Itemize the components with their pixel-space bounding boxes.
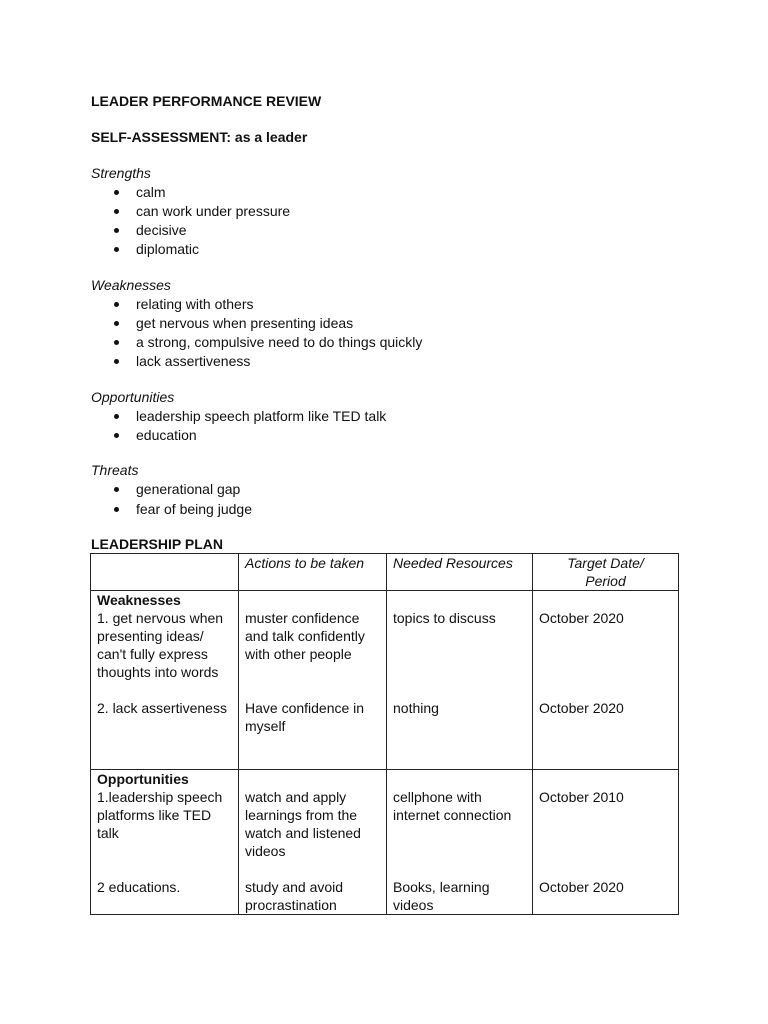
- table-row: [91, 591, 679, 770]
- list-item: a strong, compulsive need to do things quickly: [136, 334, 423, 350]
- table-header-row: [91, 554, 679, 591]
- group-title-weaknesses: Weaknesses: [97, 592, 181, 608]
- table-cell: [387, 770, 533, 915]
- list-item: leadership speech platform like TED talk: [136, 408, 387, 424]
- bullet-dot: [114, 302, 119, 307]
- plan-action: muster confidence and talk confidently with other people: [245, 610, 365, 662]
- header-cell: [239, 554, 387, 591]
- list-item: calm: [136, 184, 166, 200]
- weaknesses-label: Weaknesses: [91, 277, 171, 293]
- list-item: decisive: [136, 222, 187, 238]
- header-target-date: Target Date/ Period: [567, 555, 644, 589]
- table-row: [91, 770, 679, 915]
- list-item: lack assertiveness: [136, 353, 251, 369]
- list-item: can work under pressure: [136, 203, 291, 219]
- bullet-dot: [114, 209, 119, 214]
- header-cell: [91, 554, 239, 591]
- bullet-dot: [114, 433, 119, 438]
- bullet-dot: [114, 359, 119, 364]
- list-item: get nervous when presenting ideas: [136, 315, 354, 331]
- plan-date: October 2010: [539, 789, 624, 805]
- table-cell: [533, 591, 679, 770]
- leadership-plan-heading: LEADERSHIP PLAN: [91, 536, 223, 552]
- plan-item: 2. lack assertiveness: [97, 700, 227, 716]
- header-resources: Needed Resources: [393, 555, 513, 571]
- bullet-dot: [114, 487, 119, 492]
- bullet-dot: [114, 507, 119, 512]
- plan-date: October 2020: [539, 610, 624, 626]
- group-title-opportunities: Opportunities: [97, 771, 189, 787]
- table-cell: [91, 770, 239, 915]
- bullet-dot: [114, 321, 119, 326]
- list-item: generational gap: [136, 481, 241, 497]
- opportunities-label: Opportunities: [91, 389, 175, 405]
- bullet-dot: [114, 228, 119, 233]
- plan-action: watch and apply learnings from the watch and listened videos: [245, 789, 361, 859]
- plan-resource: nothing: [393, 700, 439, 716]
- plan-item: 1.leadership speech platforms like TED talk: [97, 789, 223, 841]
- plan-action: study and avoid procrastination: [245, 879, 344, 913]
- header-actions: Actions to be taken: [245, 555, 365, 571]
- table-cell: [239, 770, 387, 915]
- plan-resource: topics to discuss: [393, 610, 496, 626]
- plan-resource: Books, learning videos: [393, 879, 490, 913]
- list-item: relating with others: [136, 296, 254, 312]
- plan-item: 2 educations.: [97, 879, 181, 895]
- threats-label: Threats: [91, 462, 139, 478]
- plan-item: 1. get nervous when presenting ideas/ can't fully express thoughts into words: [97, 610, 224, 680]
- plan-date: October 2020: [539, 879, 624, 895]
- list-item: education: [136, 427, 197, 443]
- table-cell: [91, 591, 239, 770]
- bullet-dot: [114, 414, 119, 419]
- document-title: LEADER PERFORMANCE REVIEW: [91, 93, 322, 109]
- plan-date: October 2020: [539, 700, 624, 716]
- list-item: diplomatic: [136, 241, 200, 257]
- table-cell: [533, 770, 679, 915]
- bullet-dot: [114, 247, 119, 252]
- header-cell: [533, 554, 679, 591]
- leadership-plan-table: [90, 553, 679, 915]
- list-item: fear of being judge: [136, 501, 252, 517]
- plan-action: Have confidence in myself: [245, 700, 365, 734]
- strengths-label: Strengths: [91, 165, 151, 181]
- plan-resource: cellphone with internet connection: [393, 789, 512, 823]
- bullet-dot: [114, 190, 119, 195]
- table-cell: [387, 591, 533, 770]
- self-assessment-heading: SELF-ASSESSMENT: as a leader: [91, 129, 308, 145]
- table-cell: [239, 591, 387, 770]
- header-cell: [387, 554, 533, 591]
- bullet-dot: [114, 340, 119, 345]
